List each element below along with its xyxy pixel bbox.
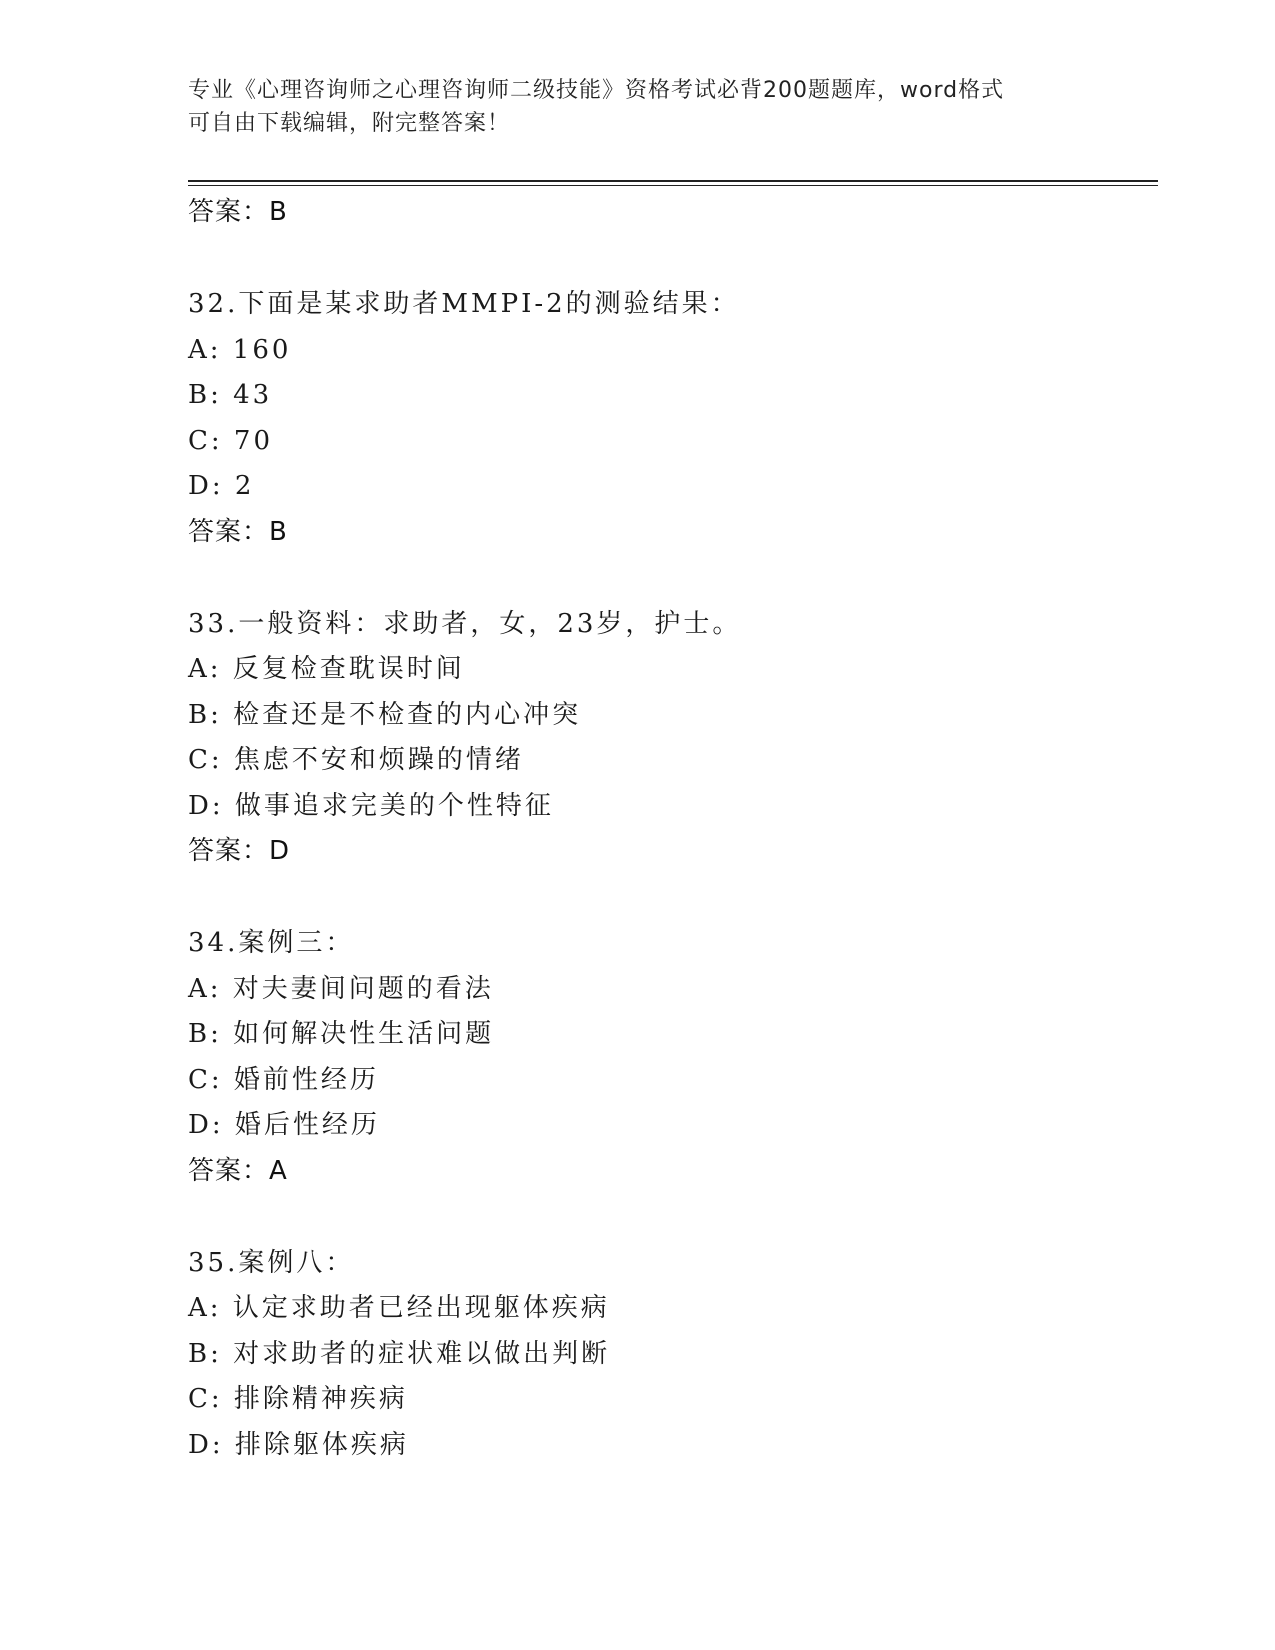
- question-list: [188, 190, 1148, 1468]
- option-c: C: 70: [188, 425, 274, 456]
- spacer: [188, 1193, 1148, 1241]
- option-a: A: 认定求助者已经出现躯体疾病: [188, 1293, 610, 1323]
- option-d: D: 排除躯体疾病: [188, 1429, 409, 1460]
- option-b: B: 如何解决性生活问题: [188, 1019, 495, 1049]
- answer-line: 答案：B: [188, 197, 288, 227]
- option-d: D: 婚后性经历: [188, 1110, 380, 1140]
- question-35: [188, 1241, 1148, 1469]
- option-b: B: 对求助者的症状难以做出判断: [188, 1338, 611, 1369]
- header-rule-thick: [188, 180, 1158, 182]
- question-title: 33.一般资料：求助者，女，23岁，护士。: [188, 608, 742, 639]
- question-32: [188, 282, 1148, 554]
- header-rule-thin: [188, 185, 1158, 186]
- option-b: B: 43: [188, 380, 273, 410]
- question-33: [188, 602, 1148, 874]
- option-c: C: 排除精神疾病: [188, 1384, 408, 1414]
- question-title: 35.案例八：: [188, 1247, 355, 1278]
- answer-line: 答案：A: [188, 1155, 288, 1186]
- answer-line: 答案：D: [188, 836, 291, 866]
- option-a: A: 对夫妻间问题的看法: [188, 973, 494, 1004]
- spacer: [188, 234, 1148, 282]
- question-title: 32.下面是某求助者MMPI-2的测验结果：: [188, 289, 740, 319]
- question-title: 34.案例三：: [188, 928, 355, 958]
- spacer: [188, 554, 1148, 602]
- option-a: A: 反复检查耽误时间: [188, 654, 465, 684]
- option-b: B: 检查还是不检查的内心冲突: [188, 699, 582, 730]
- header-line-2: 可自由下载编辑，附完整答案！: [188, 111, 511, 136]
- option-c: C: 婚前性经历: [188, 1064, 379, 1095]
- answer-line: 答案：B: [188, 516, 288, 547]
- spacer: [188, 873, 1148, 921]
- header-line-1: 专业《心理咨询师之心理咨询师二级技能》资格考试必背200题题库，word格式: [188, 78, 1005, 103]
- question-34: [188, 921, 1148, 1193]
- option-d: D: 做事追求完美的个性特征: [188, 790, 554, 821]
- option-c: C: 焦虑不安和烦躁的情绪: [188, 745, 524, 775]
- option-d: D: 2: [188, 471, 255, 501]
- option-a: A: 160: [188, 334, 292, 365]
- document-header: [188, 74, 1088, 140]
